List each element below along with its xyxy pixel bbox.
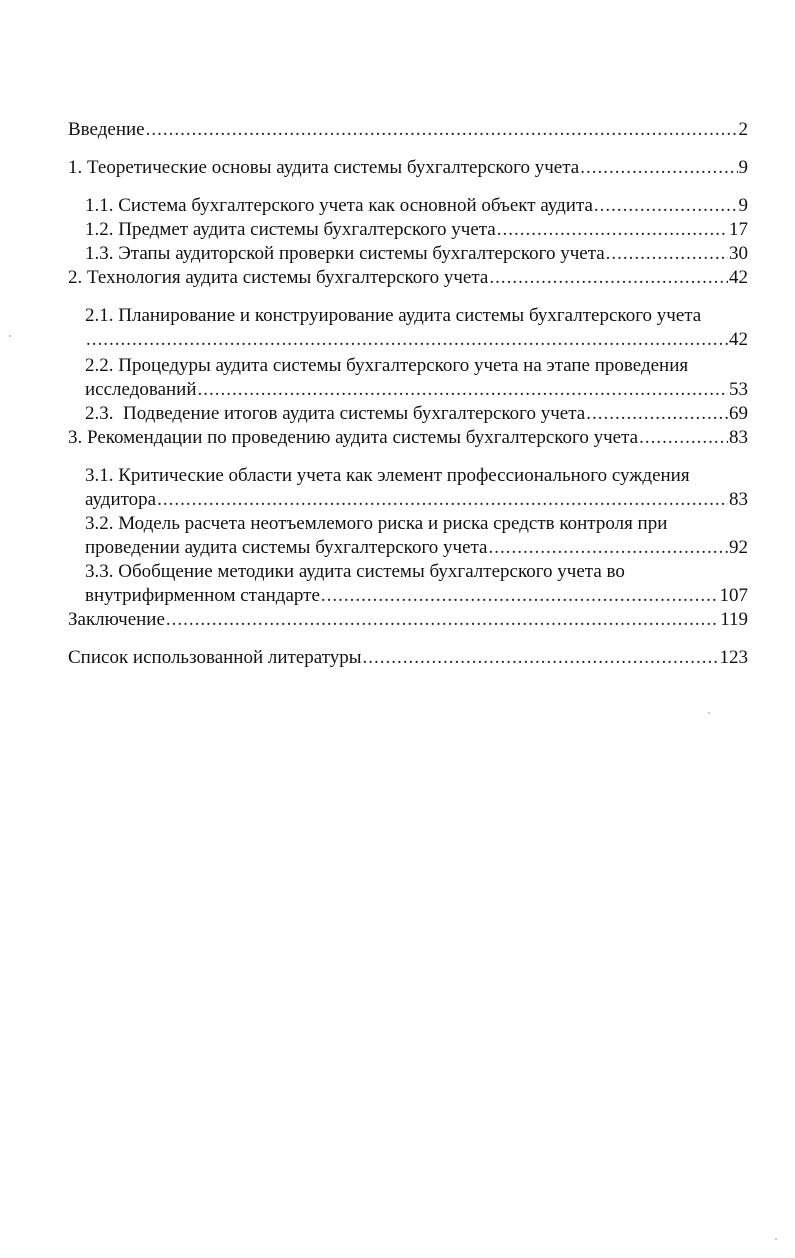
toc-title: 2. Технология аудита системы бухгалтерского учета: [68, 267, 489, 288]
toc-page-number: 53: [729, 379, 748, 400]
leader-dots: [321, 584, 719, 608]
toc-title: 3.3. Обобщение методики аудита системы бухгалтерского учета во: [85, 561, 625, 582]
toc-page-number: 107: [719, 585, 748, 606]
toc-entry-section-2-3[interactable]: [68, 402, 748, 426]
scan-speck: [775, 1238, 777, 1240]
toc-entry-section-1-2[interactable]: [68, 218, 748, 242]
toc-entry-section-3-2[interactable]: [68, 512, 748, 560]
toc-page-number: 83: [729, 427, 748, 448]
leader-dots: [146, 118, 738, 142]
leader-dots: [580, 156, 737, 180]
leader-dots: [157, 488, 728, 512]
toc-title-continued: аудитора: [85, 489, 157, 510]
toc-entry-section-2-1[interactable]: [68, 304, 748, 352]
toc-title: Заключение: [68, 609, 165, 630]
toc-page-number: 42: [729, 267, 748, 288]
toc-entry-section-1-1[interactable]: [68, 194, 748, 218]
toc-entry-chapter-3[interactable]: [68, 426, 748, 450]
toc-page-number: 42: [729, 329, 748, 350]
toc-title-continued: проведении аудита системы бухгалтерского учета: [85, 537, 488, 558]
leader-dots: [489, 266, 728, 290]
toc-title: 2.1. Планирование и конструирование аудита системы бухгалтерского учета: [85, 305, 702, 326]
toc-title: 2.2. Процедуры аудита системы бухгалтерского учета на этапе проведения: [85, 355, 689, 376]
toc-page-number: 2: [738, 119, 748, 140]
leader-dots: [586, 402, 728, 426]
toc-page-number: 83: [729, 489, 748, 510]
toc-title: Введение: [68, 119, 145, 140]
leader-dots: [363, 646, 719, 670]
toc-page-number: 30: [729, 243, 748, 264]
toc-entry-chapter-2[interactable]: [68, 266, 748, 290]
toc-entry-section-2-2[interactable]: [68, 354, 748, 402]
toc-title: Список использованной литературы: [68, 647, 362, 668]
leader-dots: [86, 328, 728, 352]
leader-dots: [198, 378, 728, 402]
toc-title: 2.3. Подведение итогов аудита системы бухгалтерского учета: [85, 403, 586, 424]
toc-title: 1. Теоретические основы аудита системы бухгалтерского учета: [68, 157, 580, 178]
table-of-contents: [68, 118, 748, 670]
toc-page-number: 9: [738, 195, 748, 216]
leader-dots: [594, 194, 738, 218]
scan-speck: [708, 712, 710, 714]
toc-page-number: 119: [720, 609, 748, 630]
leader-dots: [488, 536, 728, 560]
toc-title: 1.2. Предмет аудита системы бухгалтерского учета: [85, 219, 496, 240]
toc-entry-section-3-1[interactable]: [68, 464, 748, 512]
toc-entry-section-3-3[interactable]: [68, 560, 748, 608]
toc-entry-introduction[interactable]: [68, 118, 748, 142]
toc-entry-conclusion[interactable]: [68, 608, 748, 632]
toc-page-number: 9: [738, 157, 748, 178]
toc-title: 1.1. Система бухгалтерского учета как основной объект аудита: [85, 195, 593, 216]
toc-title: 3. Рекомендации по проведению аудита системы бухгалтерского учета: [68, 427, 639, 448]
toc-title: 1.3. Этапы аудиторской проверки системы бухгалтерского учета: [85, 243, 605, 264]
toc-title: 3.2. Модель расчета неотъемлемого риска и риска средств контроля при: [85, 513, 668, 534]
toc-page-number: 92: [729, 537, 748, 558]
scan-speck: [9, 335, 11, 337]
toc-entry-chapter-1[interactable]: [68, 156, 748, 180]
leader-dots: [166, 608, 719, 632]
toc-entry-references[interactable]: [68, 646, 748, 670]
toc-page-number: 17: [729, 219, 748, 240]
toc-title-continued: внутрифирменном стандарте: [85, 585, 320, 606]
toc-page-number: 123: [719, 647, 748, 668]
toc-title-continued: исследований: [85, 379, 197, 400]
toc-page-number: 69: [729, 403, 748, 424]
leader-dots: [639, 426, 728, 450]
toc-entry-section-1-3[interactable]: [68, 242, 748, 266]
toc-title: 3.1. Критические области учета как элемент профессионального суждения: [85, 465, 690, 486]
leader-dots: [606, 242, 728, 266]
leader-dots: [497, 218, 728, 242]
